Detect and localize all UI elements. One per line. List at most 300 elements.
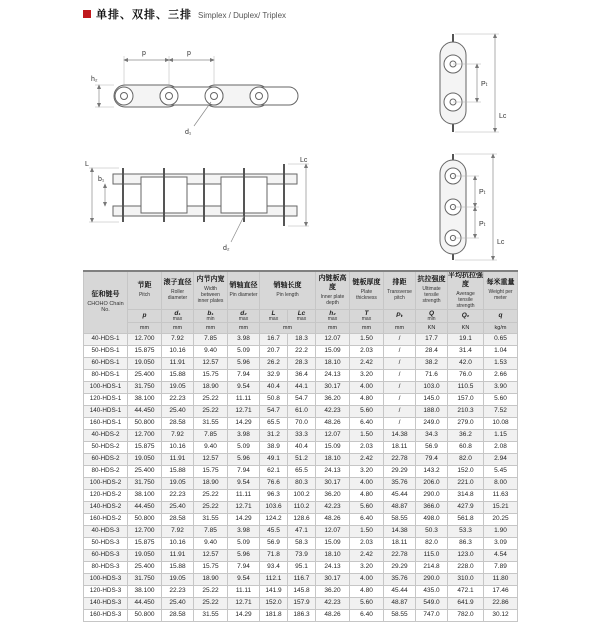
value-cell: 3.98 [228, 334, 260, 346]
value-cell: 19.050 [128, 550, 162, 562]
value-cell: 10.16 [162, 442, 194, 454]
value-cell: 112.1 [260, 574, 288, 586]
symbol-d2: d₂ max [228, 309, 260, 323]
table-row [84, 538, 518, 550]
spec-table-body [84, 334, 518, 622]
value-cell: 5.60 [350, 502, 384, 514]
value-cell: 50.800 [128, 610, 162, 622]
value-cell: 103.6 [260, 502, 288, 514]
value-cell: 38.100 [128, 490, 162, 502]
value-cell: 22.2 [288, 346, 316, 358]
value-cell: 33.3 [288, 430, 316, 442]
value-cell: 22.23 [162, 586, 194, 598]
value-cell: 30.17 [316, 382, 350, 394]
value-cell: 15.09 [316, 538, 350, 550]
value-cell: 38.2 [416, 358, 448, 370]
value-cell: 35.76 [384, 478, 416, 490]
value-cell: 19.05 [162, 478, 194, 490]
unit-pin-length: mm [260, 323, 316, 334]
value-cell: 427.9 [448, 502, 484, 514]
unit-roller: mm [162, 323, 194, 334]
unit-average: KN [448, 323, 484, 334]
value-cell: 40.4 [288, 442, 316, 454]
table-row [84, 466, 518, 478]
value-cell: 206.0 [416, 478, 448, 490]
value-cell: 48.87 [384, 598, 416, 610]
chain-no-cell: 160-HDS-2 [84, 514, 128, 526]
value-cell: 214.8 [416, 562, 448, 574]
value-cell: 24.13 [316, 562, 350, 574]
value-cell: 76.0 [448, 370, 484, 382]
value-cell: 54.7 [288, 394, 316, 406]
table-row [84, 586, 518, 598]
value-cell: 366.0 [416, 502, 448, 514]
value-cell: 70.0 [288, 418, 316, 430]
value-cell: 28.3 [288, 358, 316, 370]
dim-label-Lc: Lc [497, 239, 505, 246]
value-cell: 25.400 [128, 370, 162, 382]
value-cell: 22.78 [384, 454, 416, 466]
value-cell: 25.22 [194, 586, 228, 598]
chain-no-cell: 40-HDS-2 [84, 430, 128, 442]
value-cell: 62.1 [260, 466, 288, 478]
value-cell: 31.750 [128, 574, 162, 586]
dim-label-L: L [85, 161, 89, 168]
value-cell: 30.12 [484, 610, 518, 622]
unit-pitch: mm [128, 323, 162, 334]
value-cell: 110.2 [288, 502, 316, 514]
unit-plate-thickness: mm [350, 323, 384, 334]
table-row [84, 610, 518, 622]
value-cell: 4.54 [484, 550, 518, 562]
value-cell: 30.17 [316, 574, 350, 586]
col-header-transverse-pitch: 排距 Transverse pitch [384, 271, 416, 309]
chain-no-cell: 120-HDS-2 [84, 490, 128, 502]
value-cell: 44.450 [128, 406, 162, 418]
value-cell: / [384, 406, 416, 418]
symbol-p: p [128, 309, 162, 323]
value-cell: 18.10 [316, 454, 350, 466]
value-cell: 12.71 [228, 598, 260, 610]
value-cell: 228.0 [448, 562, 484, 574]
value-cell: 12.07 [316, 526, 350, 538]
value-cell: 3.20 [350, 466, 384, 478]
value-cell: 310.0 [448, 574, 484, 586]
value-cell: 11.91 [162, 358, 194, 370]
value-cell: 110.5 [448, 382, 484, 394]
value-cell: 11.11 [228, 586, 260, 598]
value-cell: 29.29 [384, 562, 416, 574]
section-title [83, 6, 517, 22]
value-cell: 4.00 [350, 382, 384, 394]
symbol-b1: b₁ min [194, 309, 228, 323]
chain-no-cell: 80-HDS-2 [84, 466, 128, 478]
value-cell: 50.3 [416, 526, 448, 538]
value-cell: 20.25 [484, 514, 518, 526]
chain-no-cell: 50-HDS-3 [84, 538, 128, 550]
value-cell: 15.75 [194, 562, 228, 574]
value-cell: 498.0 [416, 514, 448, 526]
chain-no-cell: 60-HDS-1 [84, 358, 128, 370]
value-cell: 50.800 [128, 418, 162, 430]
value-cell: 71.8 [260, 550, 288, 562]
chain-no-cell: 140-HDS-1 [84, 406, 128, 418]
value-cell: 56.9 [260, 538, 288, 550]
value-cell: 15.875 [128, 538, 162, 550]
value-cell: 25.22 [194, 490, 228, 502]
value-cell: 249.0 [416, 418, 448, 430]
value-cell: 42.23 [316, 502, 350, 514]
value-cell: 181.8 [260, 610, 288, 622]
unit-weight: kg/m [484, 323, 518, 334]
value-cell: 14.29 [228, 418, 260, 430]
chain-no-cell: 80-HDS-3 [84, 562, 128, 574]
chain-no-cell: 140-HDS-2 [84, 502, 128, 514]
value-cell: 3.98 [228, 430, 260, 442]
value-cell: 7.92 [162, 526, 194, 538]
value-cell: 12.07 [316, 334, 350, 346]
chain-no-cell: 120-HDS-3 [84, 586, 128, 598]
chain-plan-view-drawing [83, 156, 315, 256]
value-cell: 19.05 [162, 574, 194, 586]
duplex-section-drawing [425, 28, 517, 146]
value-cell: 1.04 [484, 346, 518, 358]
value-cell: 25.40 [162, 406, 194, 418]
value-cell: 48.26 [316, 610, 350, 622]
value-cell: / [384, 418, 416, 430]
value-cell: 42.0 [448, 358, 484, 370]
symbol-q: q [484, 309, 518, 323]
chain-no-cell: 40-HDS-3 [84, 526, 128, 538]
header-row-units [84, 323, 518, 334]
value-cell: 9.40 [194, 346, 228, 358]
value-cell: 22.23 [162, 490, 194, 502]
value-cell: 143.2 [416, 466, 448, 478]
header-row-symbols [84, 309, 518, 323]
value-cell: 15.88 [162, 370, 194, 382]
value-cell: 1.53 [484, 358, 518, 370]
symbol-T: T max [350, 309, 384, 323]
col-header-average-strength: 平均抗拉强度 Average tensile strength [448, 272, 483, 309]
value-cell: 2.42 [350, 358, 384, 370]
value-cell: 38.100 [128, 394, 162, 406]
value-cell: 36.2 [448, 430, 484, 442]
value-cell: 188.0 [416, 406, 448, 418]
value-cell: 152.0 [260, 598, 288, 610]
value-cell: 115.0 [416, 550, 448, 562]
value-cell: 747.0 [416, 610, 448, 622]
value-cell: / [384, 394, 416, 406]
value-cell: 10.16 [162, 346, 194, 358]
value-cell: 6.40 [350, 418, 384, 430]
value-cell: 61.0 [288, 406, 316, 418]
dim-label-Pt: Pₜ [479, 189, 486, 196]
value-cell: 80.3 [288, 478, 316, 490]
value-cell: 7.85 [194, 526, 228, 538]
value-cell: 50.8 [260, 394, 288, 406]
table-row [84, 502, 518, 514]
dim-label-b1: b₁ [98, 176, 105, 183]
value-cell: 35.76 [384, 574, 416, 586]
value-cell: 15.09 [316, 346, 350, 358]
value-cell: 5.96 [228, 550, 260, 562]
value-cell: 15.875 [128, 346, 162, 358]
value-cell: 15.88 [162, 562, 194, 574]
dim-label-p: p [142, 50, 146, 57]
value-cell: 186.3 [288, 610, 316, 622]
value-cell: 0.65 [484, 334, 518, 346]
value-cell: 14.38 [384, 430, 416, 442]
value-cell: 18.10 [316, 358, 350, 370]
value-cell: 76.6 [260, 478, 288, 490]
value-cell: 7.85 [194, 334, 228, 346]
table-row [84, 514, 518, 526]
drawings-area [83, 22, 517, 270]
value-cell: 25.400 [128, 562, 162, 574]
value-cell: 44.450 [128, 502, 162, 514]
value-cell: 12.07 [316, 430, 350, 442]
value-cell: 7.92 [162, 334, 194, 346]
value-cell: 549.0 [416, 598, 448, 610]
value-cell: 561.8 [448, 514, 484, 526]
value-cell: 3.20 [350, 562, 384, 574]
value-cell: 11.80 [484, 574, 518, 586]
value-cell: 48.26 [316, 514, 350, 526]
chain-no-cell: 50-HDS-1 [84, 346, 128, 358]
value-cell: 19.050 [128, 454, 162, 466]
value-cell: / [384, 370, 416, 382]
value-cell: 82.0 [448, 454, 484, 466]
value-cell: 44.450 [128, 598, 162, 610]
value-cell: 10.08 [484, 418, 518, 430]
value-cell: 145.8 [288, 586, 316, 598]
value-cell: 18.11 [384, 538, 416, 550]
section-title-cn: 单排、双排、三排 [96, 9, 192, 21]
value-cell: 4.80 [350, 490, 384, 502]
value-cell: 25.40 [162, 502, 194, 514]
value-cell: 28.58 [162, 418, 194, 430]
value-cell: 42.23 [316, 406, 350, 418]
value-cell: 782.0 [448, 610, 484, 622]
value-cell: 12.57 [194, 454, 228, 466]
table-row [84, 574, 518, 586]
value-cell: 15.09 [316, 442, 350, 454]
value-cell: / [384, 358, 416, 370]
value-cell: 1.50 [350, 526, 384, 538]
value-cell: 36.20 [316, 586, 350, 598]
value-cell: 11.91 [162, 550, 194, 562]
value-cell: 116.7 [288, 574, 316, 586]
value-cell: 19.1 [448, 334, 484, 346]
value-cell: 5.09 [228, 538, 260, 550]
value-cell: 2.03 [350, 538, 384, 550]
header-row-labels [84, 271, 518, 309]
value-cell: 7.92 [162, 430, 194, 442]
value-cell: 3.90 [484, 382, 518, 394]
value-cell: 79.4 [416, 454, 448, 466]
value-cell: 2.03 [350, 346, 384, 358]
value-cell: 25.40 [162, 598, 194, 610]
value-cell: 435.0 [416, 586, 448, 598]
col-header-plate-thickness: 链板厚度 Plate thickness [350, 271, 384, 309]
value-cell: 31.2 [260, 430, 288, 442]
value-cell: 12.57 [194, 358, 228, 370]
value-cell: 314.8 [448, 490, 484, 502]
value-cell: 15.88 [162, 466, 194, 478]
value-cell: 31.55 [194, 418, 228, 430]
value-cell: 1.90 [484, 526, 518, 538]
unit-inner-width: mm [194, 323, 228, 334]
value-cell: 65.5 [260, 418, 288, 430]
value-cell: 4.80 [350, 586, 384, 598]
value-cell: 48.87 [384, 502, 416, 514]
dim-label-Pt: Pₜ [479, 221, 486, 228]
value-cell: 47.1 [288, 526, 316, 538]
value-cell: 25.400 [128, 466, 162, 478]
value-cell: 30.17 [316, 478, 350, 490]
value-cell: 56.9 [416, 442, 448, 454]
red-square-bullet-icon [83, 10, 91, 18]
value-cell: 31.750 [128, 478, 162, 490]
col-header-pin-diameter: 销轴直径 Pin diameter [228, 271, 260, 309]
value-cell: 4.00 [350, 478, 384, 490]
value-cell: 2.42 [350, 454, 384, 466]
dim-label-d2: d₂ [223, 245, 230, 252]
unit-pin-diameter: mm [228, 323, 260, 334]
value-cell: 7.94 [228, 466, 260, 478]
value-cell: 38.9 [260, 442, 288, 454]
value-cell: 44.1 [288, 382, 316, 394]
value-cell: 7.89 [484, 562, 518, 574]
symbol-Pt: Pₜ [384, 309, 416, 323]
value-cell: 71.6 [416, 370, 448, 382]
value-cell: 124.2 [260, 514, 288, 526]
dim-label-d1: d₁ [185, 129, 192, 136]
table-row [84, 346, 518, 358]
table-row [84, 370, 518, 382]
value-cell: 3.98 [228, 526, 260, 538]
value-cell: 86.3 [448, 538, 484, 550]
value-cell: 34.3 [416, 430, 448, 442]
value-cell: 210.3 [448, 406, 484, 418]
value-cell: 157.0 [448, 394, 484, 406]
value-cell: 4.00 [350, 574, 384, 586]
value-cell: 22.86 [484, 598, 518, 610]
value-cell: 1.50 [350, 334, 384, 346]
value-cell: 38.100 [128, 586, 162, 598]
table-row [84, 430, 518, 442]
value-cell: 16.7 [260, 334, 288, 346]
table-row [84, 334, 518, 346]
unit-ultimate: KN [416, 323, 448, 334]
value-cell: 2.03 [350, 442, 384, 454]
catalog-sheet [83, 6, 517, 622]
dim-label-Lc: Lc [499, 113, 507, 120]
value-cell: 18.3 [288, 334, 316, 346]
value-cell: 95.1 [288, 562, 316, 574]
table-row [84, 598, 518, 610]
symbol-Lc: Lc max [288, 309, 316, 323]
value-cell: 45.44 [384, 490, 416, 502]
value-cell: 5.09 [228, 346, 260, 358]
value-cell: 641.9 [448, 598, 484, 610]
value-cell: 32.9 [260, 370, 288, 382]
col-header-ultimate-strength: 抗拉强度 Ultimate tensile strength [416, 271, 448, 309]
unit-transverse-pitch: mm [384, 323, 416, 334]
value-cell: 1.50 [350, 430, 384, 442]
value-cell: 15.75 [194, 370, 228, 382]
value-cell: 58.55 [384, 610, 416, 622]
chain-no-cell: 80-HDS-1 [84, 370, 128, 382]
value-cell: 15.21 [484, 502, 518, 514]
value-cell: 6.40 [350, 610, 384, 622]
value-cell: 36.4 [288, 370, 316, 382]
value-cell: 14.29 [228, 610, 260, 622]
table-row [84, 358, 518, 370]
value-cell: 12.57 [194, 550, 228, 562]
value-cell: 96.3 [260, 490, 288, 502]
col-header-pitch: 节距 Pitch [128, 271, 162, 309]
dim-label-Pt: Pₜ [481, 81, 488, 88]
value-cell: 24.13 [316, 370, 350, 382]
value-cell: 5.96 [228, 454, 260, 466]
symbol-d1: d₁ max [162, 309, 194, 323]
triplex-section-drawing [425, 150, 517, 268]
chain-no-cell: 50-HDS-2 [84, 442, 128, 454]
value-cell: 45.5 [260, 526, 288, 538]
value-cell: 2.66 [484, 370, 518, 382]
value-cell: 58.55 [384, 514, 416, 526]
value-cell: 12.71 [228, 406, 260, 418]
value-cell: 17.7 [416, 334, 448, 346]
table-row [84, 454, 518, 466]
value-cell: 9.54 [228, 382, 260, 394]
table-row [84, 394, 518, 406]
value-cell: 29.29 [384, 466, 416, 478]
symbol-L: L max [260, 309, 288, 323]
chain-no-cell: 40-HDS-1 [84, 334, 128, 346]
col-header-inner-plate-depth: 内链板高度 Inner plate depth [316, 271, 350, 309]
chain-no-cell: 100-HDS-3 [84, 574, 128, 586]
value-cell: 25.22 [194, 598, 228, 610]
value-cell: 54.7 [260, 406, 288, 418]
symbol-h2: h₂ max [316, 309, 350, 323]
section-title-en: Simplex / Duplex/ Triplex [198, 10, 287, 20]
value-cell: 15.875 [128, 442, 162, 454]
col-header-roller-diameter: 滚子直径 Roller diameter [162, 271, 194, 309]
symbol-Q0: Q₀ [448, 309, 484, 323]
value-cell: / [384, 334, 416, 346]
chain-no-cell: 60-HDS-3 [84, 550, 128, 562]
value-cell: 18.90 [194, 478, 228, 490]
col-header-chain-no: 征和链号 CHOHO Chain No. [84, 271, 128, 334]
value-cell: 12.700 [128, 430, 162, 442]
symbol-Q: Q min [416, 309, 448, 323]
value-cell: 12.71 [228, 502, 260, 514]
value-cell: 15.75 [194, 466, 228, 478]
dim-label-h2: h₂ [91, 76, 98, 83]
value-cell: 5.45 [484, 466, 518, 478]
value-cell: 7.94 [228, 562, 260, 574]
value-cell: 1.15 [484, 430, 518, 442]
value-cell: 53.3 [448, 526, 484, 538]
value-cell: 18.90 [194, 574, 228, 586]
value-cell: 5.60 [350, 598, 384, 610]
value-cell: 290.0 [416, 490, 448, 502]
chain-no-cell: 100-HDS-2 [84, 478, 128, 490]
value-cell: 36.20 [316, 490, 350, 502]
value-cell: 152.0 [448, 466, 484, 478]
